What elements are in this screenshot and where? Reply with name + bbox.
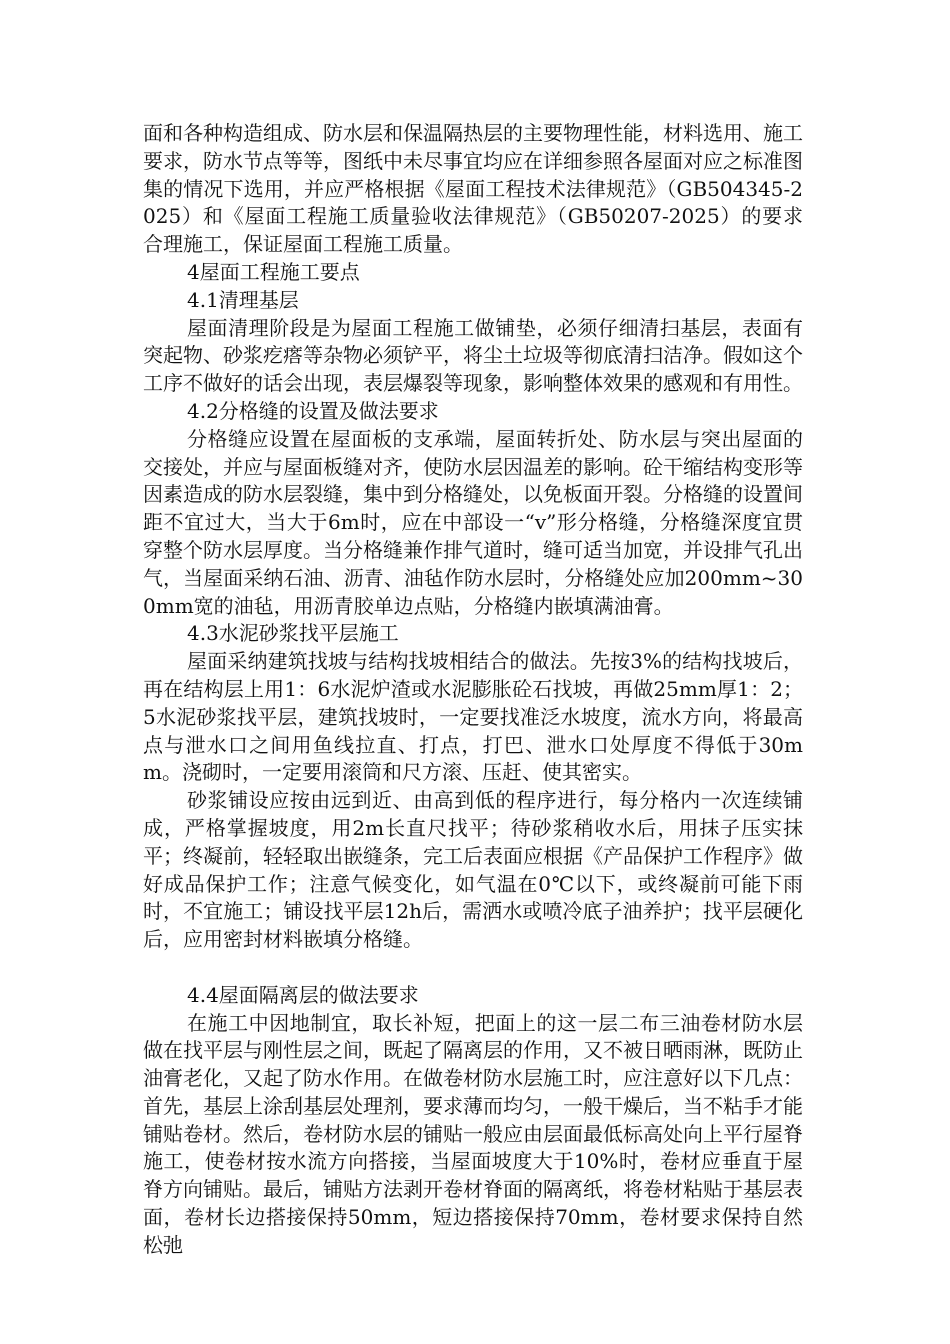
section-heading-4-1: 4.1清理基层 — [187, 287, 299, 312]
paragraph-4-2: 分格缝应设置在屋面板的支承端，屋面转折处、防水层与突出屋面的交接处，并应与屋面板缝对齐，使防水层因温差的影响。砼干缩结构变形等因素造成的防水层裂缝，集中到分格缝处，以免板面开裂。分格缝的设置间距不宜过大，当大于6m时，应在中部设一“v”形分格缝，分格缝深度宜贯穿整个防水层厚度。当分格缝兼作排气道时，缝可适当加宽，并设排气孔出气，当屋面采纳石油、沥青、油毡作防水层时，分格缝处应加200mm~300mm宽的油毡，用沥青胶单边点贴，分格缝内嵌填满油膏。 — [143, 426, 803, 618]
document-body — [143, 120, 803, 1260]
section-heading-4-4: 4.4屋面隔离层的做法要求 — [187, 982, 419, 1007]
paragraph-4-3-a: 屋面采纳建筑找坡与结构找坡相结合的做法。先按3%的结构找坡后，再在结构层上用1：6水泥炉渣或水泥膨胀砼石找坡，再做25mm厚1：2；5水泥砂浆找平层，建筑找坡时，一定要找准泛水坡度，流水方向，将最高点与泄水口之间用鱼线拉直、打点，打巴、泄水口处厚度不得低于30mm。浇砌时，一定要用滚筒和尺方滚、压赶、使其密实。 — [143, 649, 803, 785]
section-heading-4-2: 4.2分格缝的设置及做法要求 — [187, 398, 439, 423]
paragraph-4-1: 屋面清理阶段是为屋面工程施工做铺垫，必须仔细清扫基层，表面有突起物、砂浆疙瘩等杂物必须铲平，将尘土垃圾等彻底清扫洁净。假如这个工序不做好的话会出现，表层爆裂等现象，影响整体效果的感观和有用性。 — [143, 315, 803, 396]
section-heading-4-3: 4.3水泥砂浆找平层施工 — [187, 621, 399, 646]
paragraph-4-3-b: 砂浆铺设应按由远到近、由高到低的程序进行，每分格内一次连续铺成，严格掌握坡度，用2m长直尺找平；待砂浆稍收水后，用抹子压实抹平；终凝前，轻轻取出嵌缝条，完工后表面应根据《产品保护工作程序》做好成品保护工作；注意气候变化，如气温在0℃以下，或终凝前可能下雨时，不宜施工；铺设找平层12h后，需洒水或喷冷底子油养护；找平层硬化后，应用密封材料嵌填分格缝。 — [143, 788, 803, 952]
paragraph-intro-continuation: 面和各种构造组成、防水层和保温隔热层的主要物理性能，材料选用、施工要求，防水节点等等，图纸中未尽事宜均应在详细参照各屋面对应之标准图集的情况下选用，并应严格根据《屋面工程技术法律规范》（GB504345-2025）和《屋面工程施工质量验收法律规范》（GB50207-2025）的要求合理施工，保证屋面工程施工质量。 — [143, 121, 803, 257]
section-heading-4: 4屋面工程施工要点 — [187, 259, 360, 284]
paragraph-4-4: 在施工中因地制宜，取长补短，把面上的这一层二布三油卷材防水层做在找平层与刚性层之间，既起了隔离层的作用，又不被日晒雨淋，既防止油膏老化，又起了防水作用。在做卷材防水层施工时，应注意好以下几点：首先，基层上涂刮基层处理剂，要求薄而均匀，一般干燥后，当不粘手才能铺贴卷材。然后，卷材防水层的铺贴一般应由层面最低标高处向上平行屋脊施工，使卷材按水流方向搭接，当屋面坡度大于10%时，卷材应垂直于屋脊方向铺贴。最后，铺贴方法剥开卷材脊面的隔离纸，将卷材粘贴于基层表面，卷材长边搭接保持50mm，短边搭接保持70mm，卷材要求保持自然松弛 — [143, 1010, 803, 1257]
